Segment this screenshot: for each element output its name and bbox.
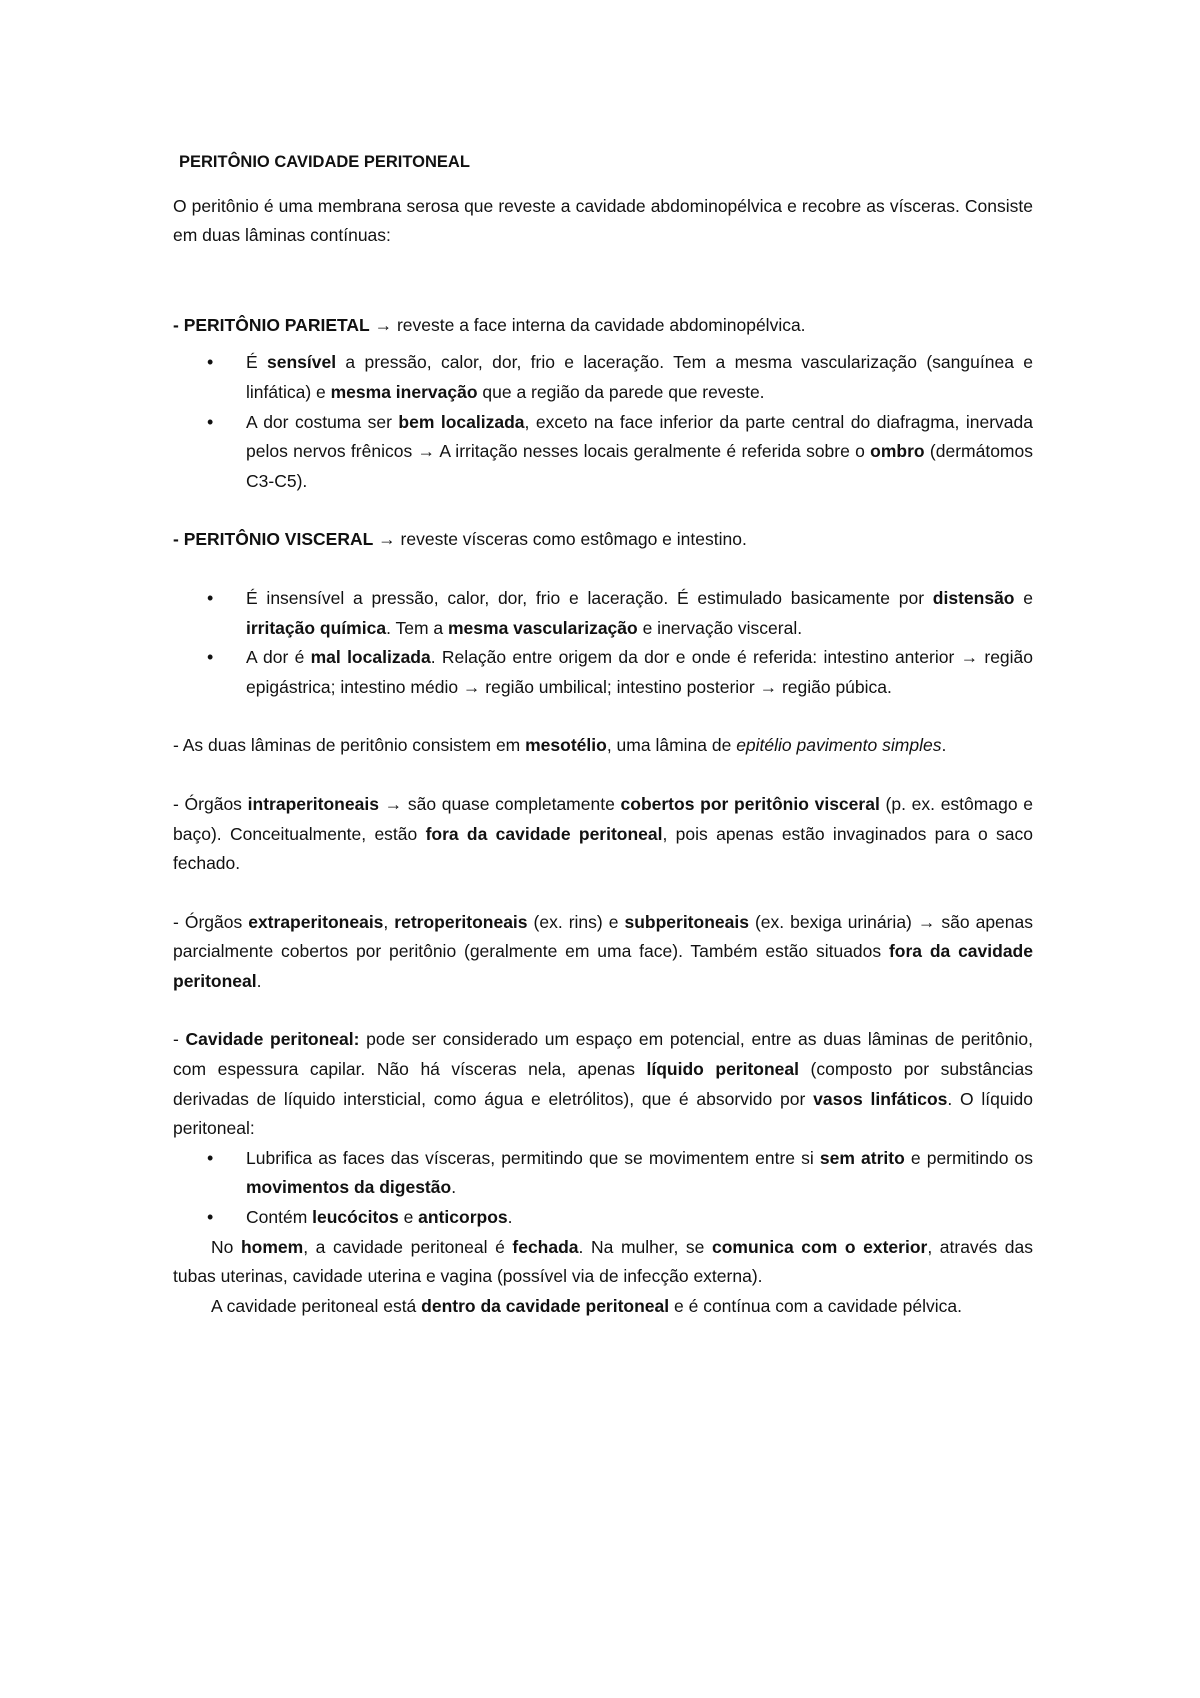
visceral-heading: - PERITÔNIO VISCERAL <box>173 529 374 550</box>
list-item: • A dor costuma ser bem localizada, exceto na face inferior da parte central do diafragma, inervada pelos nervos frênicos → A irritação nesses locais geralmente é referida sobre o ombro (dermátomos C3-C5). <box>246 408 1033 497</box>
arrow-icon: → <box>378 529 396 550</box>
parietal-list <box>173 348 1033 496</box>
extraperitoneais-paragraph: - Órgãos extraperitoneais, retroperitoneais (ex. rins) e subperitoneais (ex. bexiga urinária) → são apenas parcialmente cobertos por peritônio (geralmente em uma face). Também estão situados fora da cavidade peritoneal. <box>173 911 1033 991</box>
laminas-paragraph: - As duas lâminas de peritônio consistem em mesotélio, uma lâmina de epitélio pavimento simples. <box>173 735 947 756</box>
visceral-paragraph: - PERITÔNIO VISCERAL → reveste vísceras como estômago e intestino. <box>173 529 747 550</box>
intraperitoneais-paragraph: - Órgãos intraperitoneais → são quase completamente cobertos por peritônio visceral (p. ex. estômago e baço). Conceitualmente, estão fora da cavidade peritoneal, pois apenas estão invaginados para o saco fechado. <box>173 793 1033 874</box>
visceral-list <box>173 584 1033 702</box>
parietal-heading: - PERITÔNIO PARIETAL <box>173 314 370 335</box>
cavidade-paragraph: - Cavidade peritoneal: pode ser considerado um espaço em potencial, entre as duas lâminas de peritônio, com espessura capilar. Não há vísceras nela, apenas líquido peritoneal (composto por substâncias derivadas de líquido intersticial, como água e eletrólitos), que é absorvido por vasos linfáticos. O líquido peritoneal: <box>173 1029 1033 1139</box>
list-item: • Lubrifica as faces das vísceras, permitindo que se movimentem entre si sem atrito e permitindo os movimentos da digestão. <box>246 1144 1033 1203</box>
list-item: • Contém leucócitos e anticorpos. <box>246 1203 1033 1233</box>
list-item: • É insensível a pressão, calor, dor, frio e laceração. É estimulado basicamente por distensão e irritação química. Tem a mesma vascularização e inervação visceral. <box>246 584 1033 643</box>
homem-paragraph: No homem, a cavidade peritoneal é fechada. Na mulher, se comunica com o exterior, através das tubas uterinas, cavidade uterina e vagina (possível via de infecção externa). <box>173 1236 1033 1287</box>
liquido-list <box>173 1144 1033 1233</box>
final-paragraph: A cavidade peritoneal está dentro da cavidade peritoneal e é contínua com a cavidade pélvica. <box>211 1295 962 1316</box>
page-title: PERITÔNIO CAVIDADE PERITONEAL <box>179 153 470 171</box>
arrow-icon: → <box>374 314 393 335</box>
parietal-paragraph: - PERITÔNIO PARIETAL → reveste a face interna da cavidade abdominopélvica. <box>173 314 806 335</box>
list-item: • A dor é mal localizada. Relação entre origem da dor e onde é referida: intestino anterior → região epigástrica; intestino médio → região umbilical; intestino posterior → região púbica. <box>246 643 1033 702</box>
intro-paragraph: O peritônio é uma membrana serosa que reveste a cavidade abdominopélvica e recobre as vísceras. Consiste em duas lâminas contínuas: <box>173 195 1033 246</box>
list-item: • É sensível a pressão, calor, dor, frio e laceração. Tem a mesma vascularização (sanguínea e linfática) e mesma inervação que a região da parede que reveste. <box>246 348 1033 407</box>
